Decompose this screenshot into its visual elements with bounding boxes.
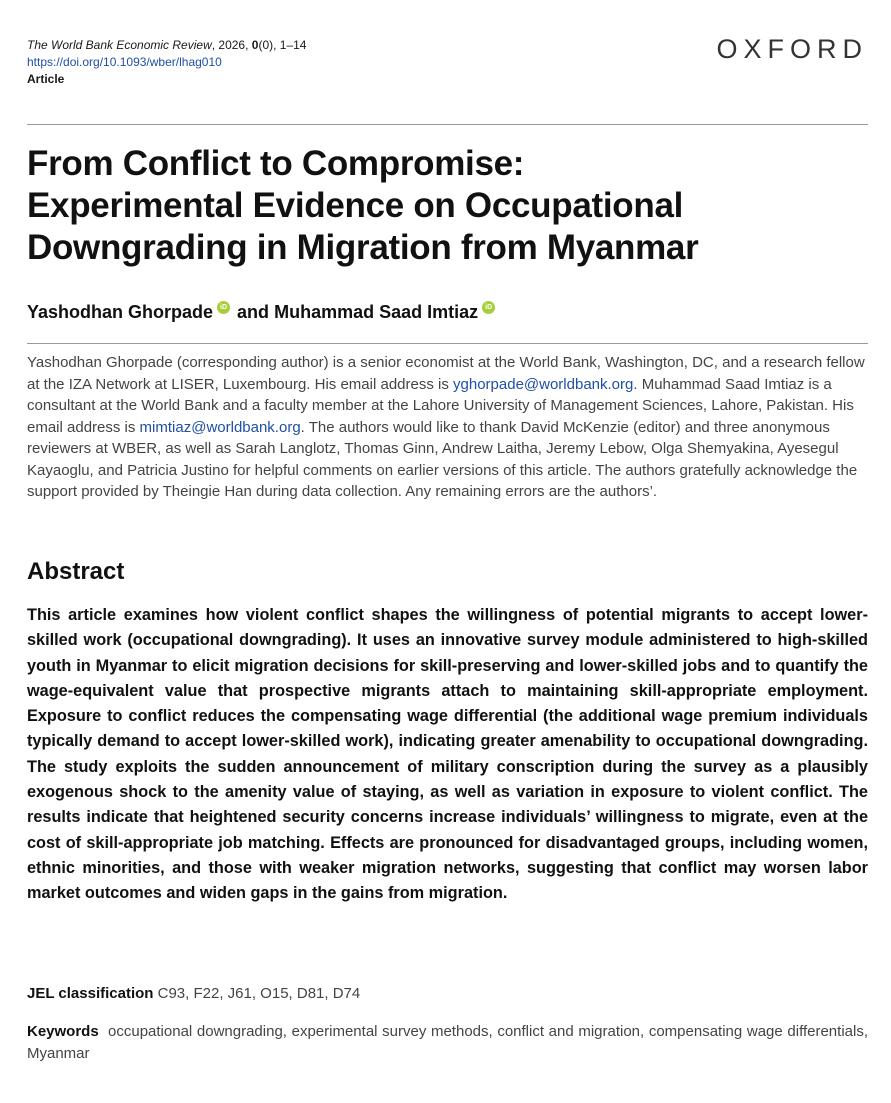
affiliation-text: Yashodhan Ghorpade (corresponding author) is a senior economist at the World Bank, Washington, DC, and a research fellow at the IZA Network at LISER, Luxembourg. His email address is <box>27 354 865 393</box>
title-line: From Conflict to Compromise: <box>27 144 525 183</box>
author-name[interactable]: Yashodhan Ghorpade <box>27 302 214 322</box>
title-line: Downgrading in Migration from Myanmar <box>27 228 699 267</box>
article-type: Article <box>27 72 65 86</box>
doi-link[interactable]: https://doi.org/10.1093/wber/lhag010 <box>27 55 222 69</box>
email-link[interactable]: yghorpade@worldbank.org <box>453 375 634 393</box>
title-line: Experimental Evidence on Occupational <box>27 186 684 225</box>
journal-citation-line <box>27 37 306 54</box>
author-name[interactable]: Muhammad Saad Imtiaz <box>274 302 479 322</box>
affiliation-text: . Muhammad Saad Imtiaz is a consultant at the World Bank and a faculty member at the Lahore University of Management Sciences, Lahore, Pakistan. His email address is <box>27 375 854 436</box>
orcid-icon[interactable]: iD <box>217 301 230 314</box>
oxford-logo: OXFORD <box>716 34 868 64</box>
abstract-body: This article examines how violent conflict shapes the willingness of potential migrants to accept lower-skilled work (occupational downgrading). It uses an innovative survey module administered to high-skilled youth in Myanmar to elicit migration decisions for skill-preserving and lower-skilled jobs and to quantify the wage-equivalent value that prospective migrants attach to maintaining skill-appropriate employment. Exposure to conflict reduces the compensating wage differential (the additional wage premium individuals typically demand to accept lower-skilled work), indicating greater amenability to occupational downgrading. The study exploits the sudden announcement of military conscription during the survey as a plausibly exogenous shock to the amenity value of staying, as well as variation in exposure to violent conflict. The results indicate that heightened security concerns increase individuals’ willingness to migrate, even at the cost of skill-appropriate job matching. Effects are pronounced for disadvantaged groups, including women, ethnic minorities, and those with weaker migration networks, suggesting that conflict may worsen labor market outcomes and widen gaps in the gains from migration. <box>27 606 868 903</box>
author-connector: and <box>237 302 270 322</box>
abstract-heading: Abstract <box>27 558 125 585</box>
keywords-text: occupational downgrading, experimental survey methods, conflict and migration, compensating wage differentials, Myanmar <box>27 1023 868 1062</box>
orcid-icon[interactable]: iD <box>482 301 495 314</box>
jel-codes: C93, F22, J61, O15, D81, D74 <box>157 985 361 1002</box>
top-divider <box>27 124 868 125</box>
journal-issue-pages: (0), 1–14 <box>258 38 307 52</box>
author-affiliation-note <box>27 352 868 503</box>
author-divider <box>27 343 868 344</box>
jel-label: JEL classification <box>27 985 154 1002</box>
keywords <box>27 1021 868 1065</box>
journal-name: The World Bank Economic Review <box>27 38 212 52</box>
email-link[interactable]: mimtiaz@worldbank.org <box>139 418 301 436</box>
article-title <box>27 143 698 269</box>
author-list <box>27 301 497 323</box>
affiliation-text: . The authors would like to thank David McKenzie (editor) and three anonymous reviewers at WBER, as well as Sarah Langlotz, Thomas Ginn, Andrew Laitha, Jeremy Lebow, Olga Shemyakina, Ayesegul Kayaoglu, and Patricia Justino for helpful comments on earlier versions of this article. The authors gratefully acknowledge the support provided by Theingie Han during data collection. Any remaining errors are the authors’. <box>27 418 858 500</box>
jel-classification <box>27 985 360 1002</box>
journal-volume: 0 <box>251 38 259 52</box>
keywords-label: Keywords <box>27 1023 99 1040</box>
journal-year: , 2026, <box>211 38 252 52</box>
journal-citation <box>27 37 306 88</box>
